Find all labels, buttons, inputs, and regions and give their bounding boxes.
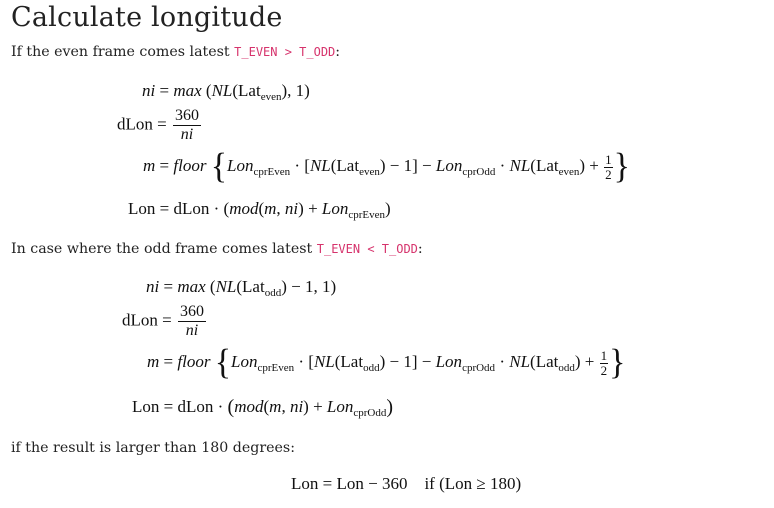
odd-intro-colon: : [417,241,423,257]
odd-lon-equation: Lon = dLon · (mod(m, ni) + Lon$_{cprOdd}$) [132,396,394,419]
even-intro-colon: : [335,44,341,60]
odd-frame-intro [11,241,423,257]
even-condition-code: T_EVEN > T_ODD [234,45,336,59]
even-frame-intro [11,44,340,60]
even-dlon-equation: dLon = $\frac{360}{ni}$ [117,107,199,143]
page-title: Calculate longitude [11,2,283,33]
odd-m-equation: m = floor {Lon$_{cprEven}$ · [NL(Lat$_{odd}$) − 1] − Lon$_{cprOdd}$ · NL(Lat$_{odd}$) + $\frac{1}{2}$ } [147,343,626,382]
odd-dlon-equation: dLon = $\frac{360}{ni}$ [122,303,204,339]
odd-intro-text: In case where the odd frame comes latest [11,241,313,257]
odd-condition-code: T_EVEN < T_ODD [316,242,418,256]
even-ni-equation: ni = max (NL(Lat$_{even}$), 1) [142,81,310,103]
odd-ni-equation: ni = max (NL(Lat$_{odd}$) − 1, 1) [146,277,337,299]
final-equation: Lon = Lon − 360 if (Lon ≥ 180) [291,474,522,493]
result-intro: if the result is larger than 180 degrees: [11,440,295,456]
even-intro-text: If the even frame comes latest [11,44,230,60]
even-m-equation: m = floor {Lon$_{cprEven}$ · [NL(Lat$_{even}$) − 1] − Lon$_{cprOdd}$ · NL(Lat$_{even}$) + $\frac{1}{2}$ } [143,147,630,186]
even-lon-equation: Lon = dLon · (mod(m, ni) + Lon$_{cprEven}$) [128,199,391,221]
